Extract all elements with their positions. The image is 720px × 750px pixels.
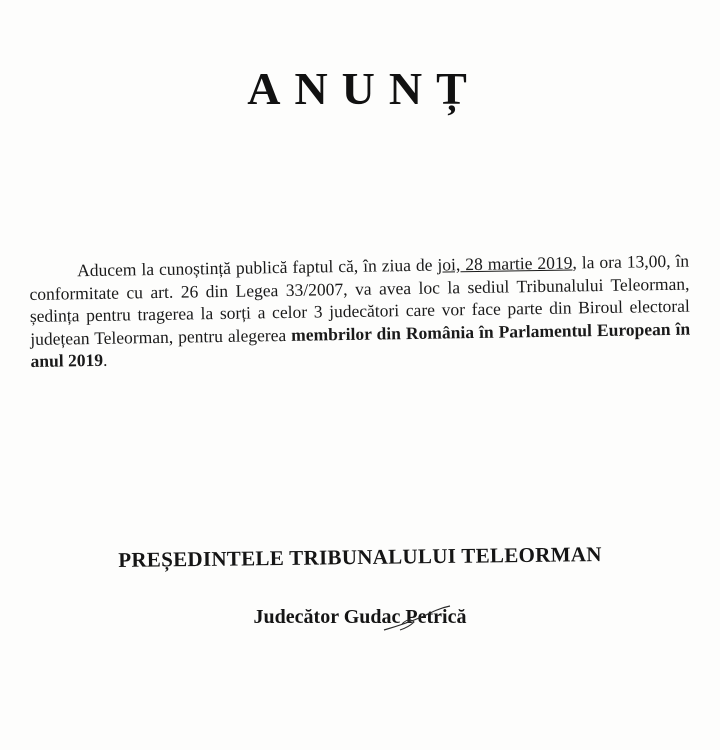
document-title: ANUNȚ — [247, 63, 481, 114]
president-title: PREȘEDINTELE TRIBUNALULUI TELEORMAN — [118, 542, 602, 572]
meeting-date: joi, 28 martie 2019 — [437, 252, 573, 275]
handwritten-signature — [380, 600, 460, 640]
paragraph-end: . — [102, 349, 108, 370]
election-purpose: membrilor din România în Parlamentul European în anul 2019 — [30, 318, 691, 371]
paragraph-middle: , la ora 13,00, în conformitate cu art. 26 din Legea 33/2007, va avea loc la sediul Tribunalului Teleorman, ședința pentru tragerea la sorți a celor 3 judecători care vor face parte din Biroul electoral județean Teleorman, pentru alegerea — [29, 250, 690, 349]
judge-name: Judecător Gudac Petrică — [253, 606, 467, 628]
paragraph-intro: Aducem la cunoștință publică faptul că, în ziua de — [77, 254, 438, 281]
announcement-paragraph — [29, 250, 691, 373]
